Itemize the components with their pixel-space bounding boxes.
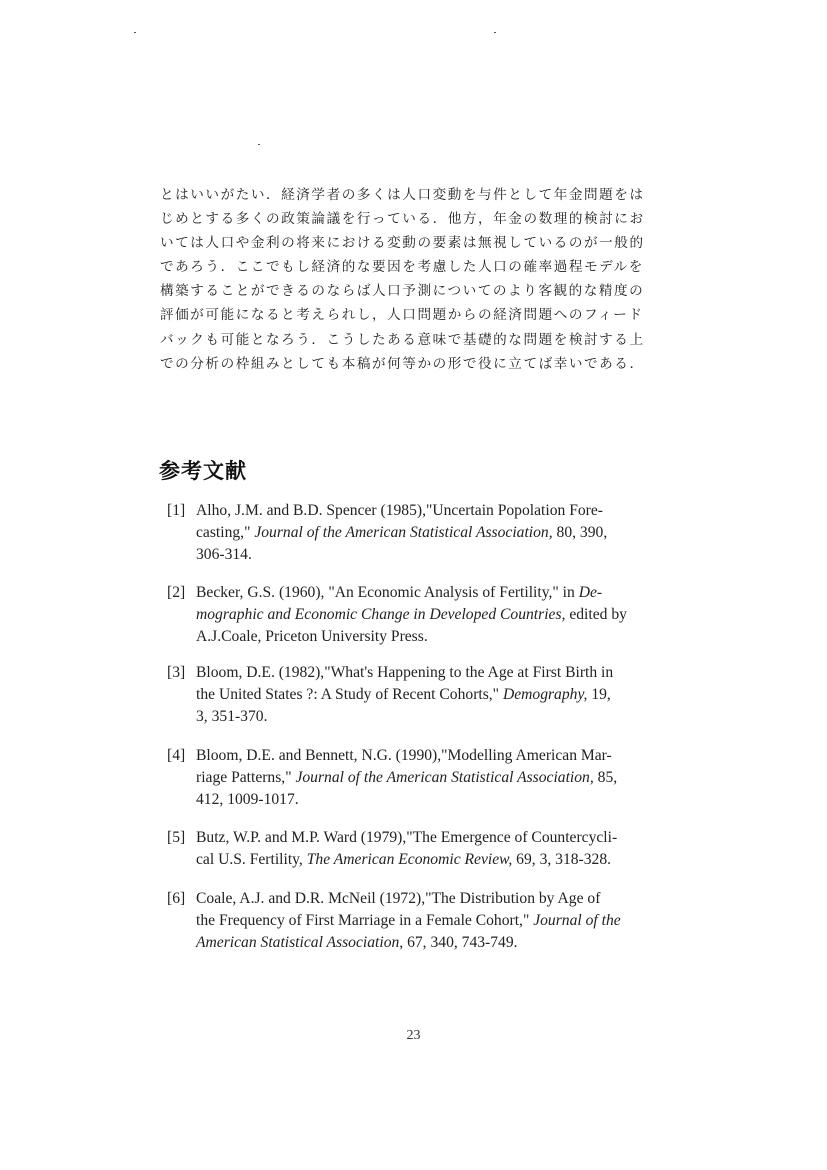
- reference-number: [2]: [167, 584, 186, 601]
- reference-line: Becker, G.S. (1960), "An Economic Analysis of Fertility," in De-: [196, 584, 603, 601]
- paragraph-line: であろう．ここでもし経済的な要因を考慮した人口の確率過程モデルを: [160, 259, 644, 276]
- reference-line: 306-314.: [196, 546, 252, 564]
- reference-line: American Statistical Association, 67, 340, 743-749.: [196, 934, 518, 952]
- reference-line: casting," Journal of the American Statistical Association, 80, 390,: [196, 524, 608, 542]
- paragraph-line: じめとする多くの政策論議を行っている．他方，年金の数理的検討にお: [160, 211, 645, 228]
- paragraph-line: バックも可能となろう．こうしたある意味で基礎的な問題を検討する上: [160, 331, 645, 348]
- reference-number: [5]: [167, 829, 186, 846]
- reference-line: Coale, A.J. and D.R. McNeil (1972),"The Distribution by Age of: [196, 890, 601, 907]
- reference-line: A.J.Coale, Priceton University Press.: [196, 628, 428, 646]
- reference-line: mographic and Economic Change in Developed Countries, edited by: [196, 606, 627, 624]
- reference-line: Bloom, D.E. (1982),"What's Happening to the Age at First Birth in: [196, 664, 614, 681]
- reference-italic-title: The American Economic Review,: [306, 851, 513, 869]
- reference-item: [167, 745, 682, 812]
- reference-number: [1]: [167, 502, 186, 519]
- references-heading: 参考文献: [159, 459, 247, 483]
- reference-number: [4]: [167, 747, 186, 764]
- reference-italic-title: mographic and Economic Change in Developed Countries,: [196, 606, 566, 624]
- reference-item: [167, 888, 682, 955]
- reference-line: Butz, W.P. and M.P. Ward (1979),"The Emergence of Countercycli-: [196, 829, 618, 846]
- reference-line: Bloom, D.E. and Bennett, N.G. (1990),"Modelling American Mar-: [196, 747, 612, 764]
- reference-number: [6]: [167, 890, 186, 907]
- paragraph-line: 評価が可能になると考えられし，人口問題からの経済問題へのフィード: [160, 307, 644, 324]
- reference-line: Alho, J.M. and B.D. Spencer (1985),"Uncertain Popolation Fore-: [196, 502, 603, 519]
- scan-speck: [494, 32, 496, 33]
- reference-italic-title: Demography,: [502, 686, 588, 704]
- reference-line: cal U.S. Fertility, The American Economic Review, 69, 3, 318-328.: [196, 851, 612, 869]
- reference-item: [167, 500, 682, 567]
- reference-line: riage Patterns," Journal of the American Statistical Association, 85,: [196, 769, 618, 787]
- reference-italic-title: Journal of the American Statistical Association,: [295, 769, 594, 787]
- page-number: 23: [406, 1028, 421, 1043]
- scan-speck: [134, 32, 136, 33]
- reference-line: the United States ?: A Study of Recent Cohorts," Demography, 19,: [196, 686, 611, 704]
- reference-item: [167, 582, 682, 649]
- reference-item: [167, 662, 682, 729]
- scan-speck: [258, 144, 260, 145]
- reference-number: [3]: [167, 664, 186, 681]
- reference-italic-title: American Statistical Association,: [196, 934, 404, 952]
- reference-line: 3, 351-370.: [196, 708, 268, 726]
- body-paragraph: [160, 183, 675, 376]
- paragraph-line: での分析の枠組みとしても本稿が何等かの形で役に立てば幸いである．: [160, 355, 645, 372]
- reference-italic-title: Journal of the: [533, 912, 621, 930]
- reference-italic-title: Journal of the American Statistical Association,: [254, 524, 553, 542]
- paragraph-line: 構築することができるのならば人口予測についてのより客観的な精度の: [160, 283, 645, 300]
- reference-item: [167, 827, 682, 871]
- reference-line: 412, 1009-1017.: [196, 791, 299, 809]
- paragraph-line: とはいいがたい．経済学者の多くは人口変動を与件として年金問題をは: [160, 187, 645, 203]
- reference-line: the Frequency of First Marriage in a Female Cohort," Journal of the: [196, 912, 621, 930]
- paragraph-line: いては人口や金利の将来における変動の要素は無視しているのが一般的: [160, 235, 645, 252]
- reference-italic-title: De-: [578, 584, 603, 601]
